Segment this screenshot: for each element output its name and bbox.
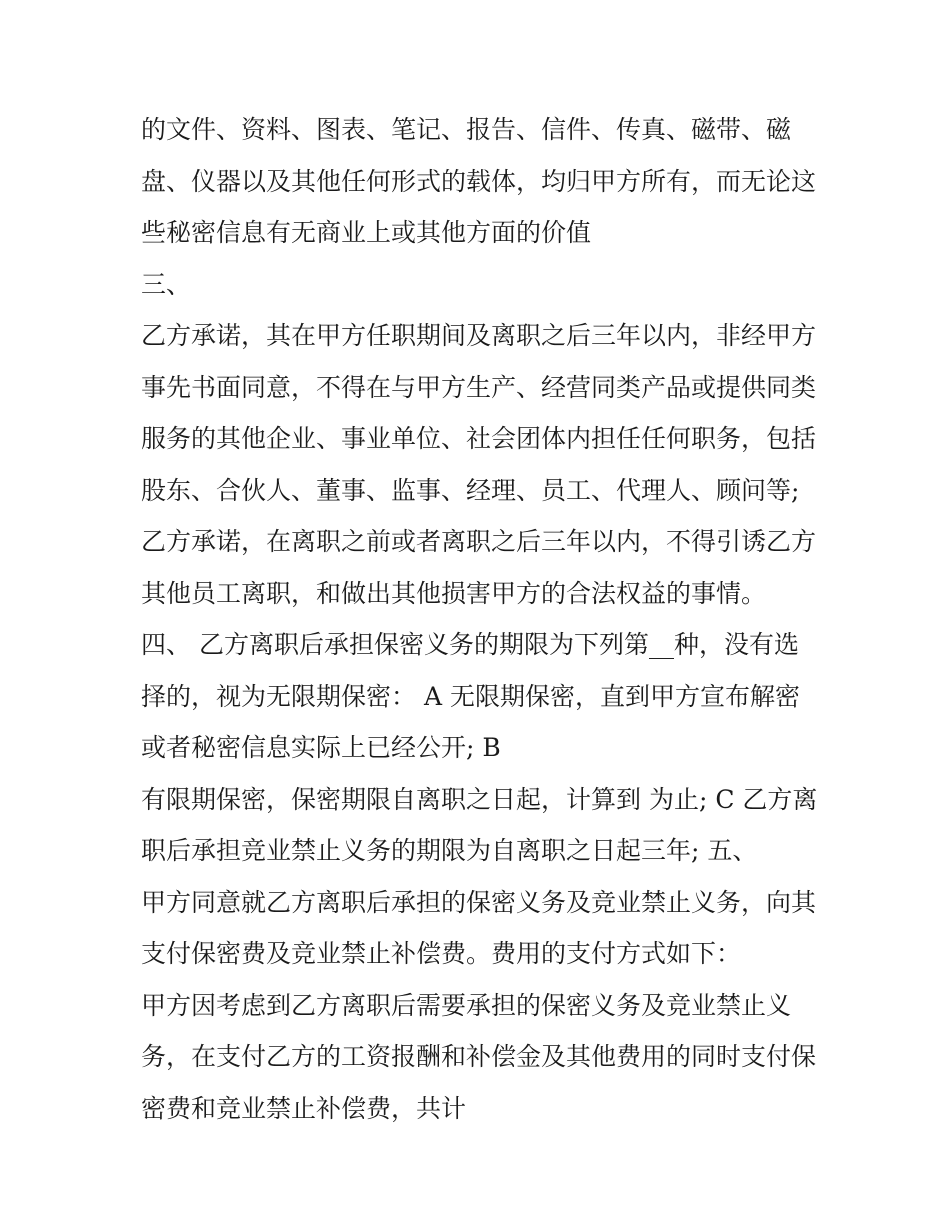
text-line: 务，在支付乙方的工资报酬和补偿金及其他费用的同时支付保: [141, 1042, 817, 1071]
text-line: 股东、合伙人、董事、监事、经理、员工、代理人、顾问等;: [141, 475, 800, 505]
text-line: 有限期保密，保密期限自离职之日起，计算到 为止; C 乙方离: [141, 784, 818, 814]
text-line: 职后承担竞业禁止义务的期限为自离职之日起三年; 五、: [141, 836, 758, 865]
text-line: 乙方承诺，其在甲方任职期间及离职之后三年以内，非经甲方: [141, 321, 817, 350]
body-text: [141, 110, 841, 1140]
text-line: 甲方同意就乙方离职后承担的保密义务及竞业禁止义务，向其: [141, 887, 817, 917]
text-line: 甲方因考虑到乙方离职后需要承担的保密义务及竞业禁止义: [141, 990, 792, 1020]
text-line: 支付保密费及竞业禁止补偿费。费用的支付方式如下：: [141, 939, 742, 968]
text-line: 四、 乙方离职后承担保密义务的期限为下列第__种，没有选: [141, 630, 799, 659]
text-line: 事先书面同意，不得在与甲方生产、经营同类产品或提供同类: [141, 372, 817, 402]
text-line: 盘、仪器以及其他任何形式的载体，均归甲方所有，而无论这: [141, 166, 817, 196]
text-line: 的文件、资料、图表、笔记、报告、信件、传真、磁带、磁: [141, 115, 792, 144]
text-line: 其他员工离职，和做出其他损害甲方的合法权益的事情。: [141, 578, 767, 608]
text-line: 服务的其他企业、事业单位、社会团体内担任任何职务，包括: [141, 424, 817, 453]
text-line: 择的，视为无限期保密： A 无限期保密，直到甲方宣布解密: [141, 681, 800, 711]
section-heading-3: 三、: [141, 269, 192, 299]
text-line: 或者秘密信息实际上已经公开; B: [141, 733, 501, 762]
text-line: 些秘密信息有无商业上或其他方面的价值: [141, 218, 592, 247]
text-line: 乙方承诺，在离职之前或者离职之后三年以内，不得引诱乙方: [141, 527, 817, 556]
text-line: 密费和竞业禁止补偿费，共计: [141, 1093, 467, 1123]
